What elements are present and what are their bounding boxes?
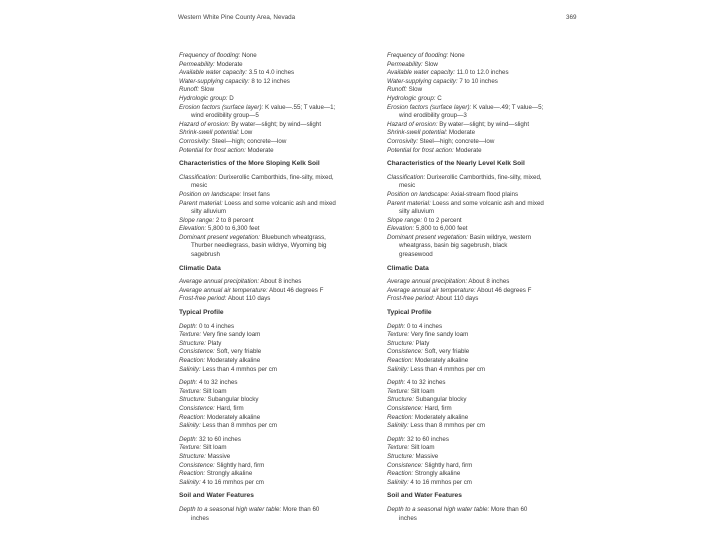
property-label: Corrosivity: [179,137,210,145]
property-line [179,506,389,515]
property-value: Slow [422,60,438,68]
property-value: Bluebunch wheatgrass, [259,233,326,241]
property-value: Slightly hard, firm [214,461,265,469]
property-line [387,121,597,130]
property-value: Moderately alkaline [205,413,261,421]
property-value: Slow [198,86,215,94]
property-label: Average annual precipitation: [179,278,260,286]
property-line [387,138,597,147]
property-line [179,366,389,375]
property-label: Dominant present vegetation: [387,233,468,241]
property-label: Classification: [179,173,218,181]
section-heading: Characteristics of the More Sloping Kelk Soil [179,160,320,168]
property-line [387,422,597,431]
property-label: Frost-free period: [179,295,227,303]
property-value: Low [239,129,253,137]
property-line [387,95,597,104]
property-label: Salinity: [387,422,409,430]
property-value: Moderately alkaline [205,357,261,364]
property-value: 11.0 to 12.0 inches [454,69,509,77]
section-heading: Soil and Water Features [179,492,254,500]
property-value: None [240,52,257,59]
property-label: Salinity: [179,365,201,373]
property-label: Salinity: [179,478,201,486]
property-value: 32 to 60 inches [405,435,449,443]
property-value: Less than 8 mmhos per cm [200,422,278,430]
property-line [387,217,597,226]
property-value: Less than 8 mmhos per cm [408,422,486,430]
property-line [387,470,597,479]
property-line [387,174,597,183]
property-label: Structure: [179,452,206,460]
property-value: By water—slight; by wind—slight [229,120,322,128]
property-line [387,278,597,287]
property-line [179,348,389,357]
property-line [387,331,597,340]
property-line [387,479,597,488]
property-label: Consistence: [179,348,215,356]
section-heading: Typical Profile [387,309,432,317]
property-label: Runoff: [387,86,407,94]
property-line [179,95,389,104]
property-value: Subangular blocky [413,396,467,404]
property-value: Silt loam [409,387,435,395]
property-label: Shrink-swell potential: [179,129,240,137]
property-value: Soft, very friable [422,348,470,356]
property-line [387,357,597,366]
property-label: Salinity: [387,365,409,373]
property-label: Hazard of erosion: [387,120,438,128]
property-line [179,138,389,147]
property-value: About 8 inches [467,278,510,286]
property-label: Parent material: [387,199,431,207]
property-value: C [435,94,442,102]
property-line [179,174,389,183]
property-value: Moderate [214,60,243,68]
property-label: Depth: [179,435,198,443]
property-line [387,61,597,70]
property-value: Hard, firm [214,404,244,412]
property-label: Water-supplying capacity: [387,77,458,85]
property-value: About 110 days [226,295,271,303]
property-line [387,69,597,78]
property-label: Structure: [387,452,414,460]
continuation-line: mesic [191,182,208,190]
property-value: More than 60 [489,505,528,513]
property-label: Depth: [387,379,406,387]
property-line [179,61,389,70]
property-value: Moderately alkaline [413,357,469,364]
property-label: Shrink-swell potential: [387,129,448,137]
property-value: Platy [205,339,222,347]
property-line [387,104,597,113]
property-value: 0 to 4 inches [405,322,443,330]
property-value: 2 to 8 percent [214,216,254,224]
property-line [179,295,389,304]
property-label: Texture: [387,331,410,339]
property-value: Moderate [245,146,274,154]
property-line [387,348,597,357]
property-line [179,69,389,78]
property-line [387,366,597,375]
property-label: Hazard of erosion: [179,120,230,128]
property-label: Frequency of flooding: [179,52,241,59]
property-label: Structure: [179,396,206,404]
property-value: 4 to 32 inches [197,379,238,387]
property-value: More than 60 [281,505,320,513]
continuation-line: wind erodibility group—3 [399,112,467,120]
property-label: Depth to a seasonal high water table: [179,505,282,513]
property-label: Depth: [387,322,406,330]
property-line [387,200,597,209]
property-line [179,436,389,445]
property-label: Reaction: [387,357,414,364]
property-line [179,379,389,388]
property-line [387,234,597,243]
property-label: Erosion factors (surface layer): [179,103,264,111]
continuation-line: silty alluvium [399,208,435,216]
property-label: Frost-free period: [387,295,435,303]
property-label: Texture: [387,387,410,395]
section-heading: Climatic Data [387,264,429,272]
property-line [387,388,597,397]
property-value: About 46 degrees F [475,286,532,294]
property-label: Texture: [179,331,202,339]
property-line [179,86,389,95]
property-label: Depth: [179,379,198,387]
property-label: Structure: [387,339,414,347]
property-label: Water-supplying capacity: [179,77,250,85]
property-value: Basin wildrye, western [467,233,532,241]
continuation-line: mesic [399,182,416,190]
property-value: Silt loam [201,444,227,452]
property-line [179,453,389,462]
property-value: Very fine sandy loam [409,331,469,339]
property-label: Runoff: [179,86,199,94]
property-label: Slope range: [387,216,423,224]
property-line [387,405,597,414]
property-label: Potential for frost action: [387,146,454,154]
property-value: K value—.55; T value—1; [263,103,336,111]
property-line [179,287,389,296]
property-value: 4 to 16 mmhos per cm [200,478,264,486]
property-line [387,295,597,304]
continuation-line: wind erodibility group—5 [191,112,259,120]
property-line [179,225,389,234]
running-head: Western White Pine County Area, Nevada [178,14,296,21]
property-line [387,86,597,95]
property-label: Texture: [179,387,202,395]
property-label: Reaction: [179,413,206,421]
property-value: 5,800 to 6,000 feet [414,225,468,233]
property-value: None [448,52,465,59]
property-value: Loess and some volcanic ash and mixed [430,199,544,207]
property-value: Slow [406,86,423,94]
property-label: Consistence: [387,404,423,412]
property-value: Hard, firm [422,404,452,412]
property-line [387,396,597,405]
property-label: Consistence: [387,348,423,356]
property-value: Steel—high; concrete—low [209,137,287,145]
left-column [179,52,389,523]
property-value: 8 to 12 inches [249,77,290,85]
property-line [387,340,597,349]
property-label: Corrosivity: [387,137,418,145]
property-label: Salinity: [387,478,409,486]
property-value: 0 to 2 percent [422,216,462,224]
property-value: 32 to 60 inches [197,435,241,443]
property-label: Texture: [179,444,202,452]
page-number: 369 [566,14,577,21]
property-line [179,462,389,471]
property-line [387,436,597,445]
property-label: Reaction: [179,470,206,478]
property-line [179,479,389,488]
continuation-line: inches [399,514,417,522]
property-label: Classification: [387,173,426,181]
property-label: Permeability: [179,60,215,68]
continuation-line: sagebrush [191,251,220,259]
property-line [179,396,389,405]
property-value: Slightly hard, firm [422,461,473,469]
property-line [387,191,597,200]
property-label: Frequency of flooding: [387,52,449,59]
property-line [179,129,389,138]
property-label: Reaction: [387,470,414,478]
property-value: Moderate [447,129,476,137]
property-label: Reaction: [387,413,414,421]
property-line [179,422,389,431]
property-line [179,78,389,87]
property-label: Dominant present vegetation: [179,233,260,241]
property-line [179,470,389,479]
property-label: Texture: [387,444,410,452]
property-label: Reaction: [179,357,206,364]
property-value: Loess and some volcanic ash and mixed [222,199,336,207]
property-value: Axial-stream flood plains [449,190,519,198]
section-heading: Typical Profile [179,309,224,317]
property-label: Potential for frost action: [179,146,246,154]
property-line [387,462,597,471]
property-label: Erosion factors (surface layer): [387,103,472,111]
property-label: Depth: [179,322,198,330]
section-heading: Characteristics of the Nearly Level Kelk Soil [387,160,525,168]
property-line [179,52,389,61]
property-label: Position on landscape: [179,190,242,198]
continuation-line: greasewood [399,251,433,259]
property-value: Durixerollic Camborthids, fine-silty, mixed, [217,173,334,181]
property-value: Subangular blocky [205,396,259,404]
property-line [387,506,597,515]
property-line [387,78,597,87]
property-label: Parent material: [179,199,223,207]
property-value: Silt loam [201,387,227,395]
property-value: 5,800 to 6,300 feet [206,225,260,233]
property-line [179,405,389,414]
property-line [179,217,389,226]
property-value: 4 to 32 inches [405,379,446,387]
property-value: About 8 inches [259,278,302,286]
property-label: Available water capacity: [179,69,247,77]
property-line [179,340,389,349]
property-line [179,104,389,113]
property-value: Platy [413,339,430,347]
right-column [387,52,597,523]
property-value: Durixerollic Camborthids, fine-silty, mixed, [425,173,542,181]
property-label: Position on landscape: [387,190,450,198]
property-value: Massive [413,452,439,460]
property-line [387,129,597,138]
property-label: Elevation: [179,225,207,233]
property-value: 4 to 16 mmhos per cm [408,478,472,486]
continuation-line: wheatgrass, basin big sagebrush, black [399,242,508,250]
property-label: Consistence: [179,404,215,412]
property-label: Consistence: [179,461,215,469]
property-label: Consistence: [387,461,423,469]
property-label: Available water capacity: [387,69,455,77]
property-line [387,225,597,234]
property-value: Less than 4 mmhos per cm [408,365,486,373]
property-line [179,331,389,340]
property-line [179,388,389,397]
property-label: Average annual air temperature: [179,286,268,294]
section-heading: Climatic Data [179,264,221,272]
property-value: Inset fans [241,190,270,198]
property-label: Hydrologic group: [179,94,228,102]
property-value: 7 to 10 inches [457,77,498,85]
continuation-line: Thurber needlegrass, basin wildrye, Wyoming big [191,242,327,250]
property-value: Strongly alkaline [413,470,461,478]
property-value: Strongly alkaline [205,470,253,478]
property-line [387,52,597,61]
property-line [179,414,389,423]
property-value: K value—.49; T value—5; [471,103,544,111]
property-line [387,379,597,388]
property-line [387,414,597,423]
property-line [179,200,389,209]
property-value: Soft, very friable [214,348,262,356]
property-line [387,453,597,462]
property-value: Moderate [453,146,482,154]
property-label: Depth to a seasonal high water table: [387,505,490,513]
property-value: Less than 4 mmhos per cm [200,365,278,373]
property-label: Structure: [179,339,206,347]
continuation-line: silty alluvium [191,208,227,216]
property-value: Very fine sandy loam [201,331,261,339]
property-label: Depth: [387,435,406,443]
continuation-line: inches [191,514,209,522]
property-label: Slope range: [179,216,215,224]
property-value: About 110 days [434,295,479,303]
property-line [387,444,597,453]
property-value: Massive [205,452,231,460]
property-line [179,191,389,200]
property-value: D [227,94,234,102]
property-line [387,147,597,156]
property-label: Structure: [387,396,414,404]
property-label: Elevation: [387,225,415,233]
property-line [179,234,389,243]
property-value: Moderately alkaline [413,413,469,421]
property-value: 0 to 4 inches [197,322,235,330]
property-value: Silt loam [409,444,435,452]
section-heading: Soil and Water Features [387,492,462,500]
property-line [179,121,389,130]
property-label: Average annual precipitation: [387,278,468,286]
property-line [179,323,389,332]
property-value: By water—slight; by wind—slight [437,120,530,128]
property-line [179,147,389,156]
property-line [387,287,597,296]
property-label: Hydrologic group: [387,94,436,102]
property-line [179,357,389,366]
property-line [387,323,597,332]
property-label: Permeability: [387,60,423,68]
property-line [179,444,389,453]
property-label: Salinity: [179,422,201,430]
property-value: 3.5 to 4.0 inches [246,69,295,77]
property-line [179,278,389,287]
property-value: About 46 degrees F [267,286,324,294]
property-label: Average annual air temperature: [387,286,476,294]
property-value: Steel—high; concrete—low [417,137,495,145]
